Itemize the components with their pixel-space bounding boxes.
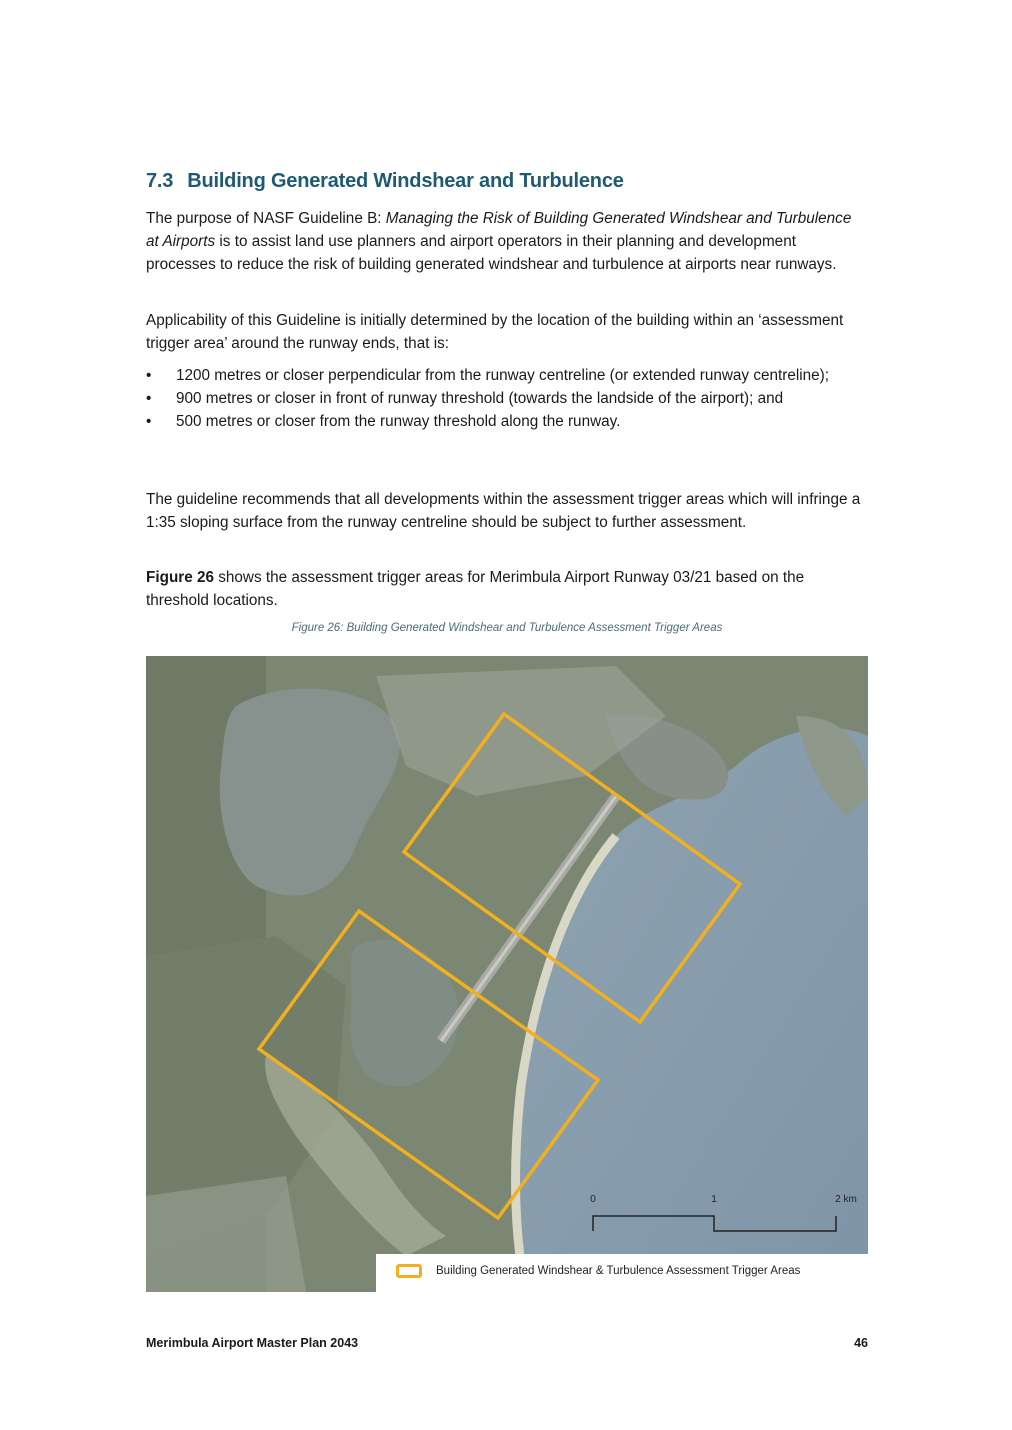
list-item [146,387,868,410]
list-item [146,364,868,387]
aerial-map [146,656,868,1292]
scale-label-1: 1 [711,1194,717,1205]
paragraph-purpose [146,207,868,276]
paragraph-recommendation: The guideline recommends that all developments within the assessment trigger areas which will infringe a 1:35 sloping surface from the runway centreline should be subject to further assessment. [146,491,861,531]
aerial-map-figure [146,656,868,1292]
scale-label-2km: 2 km [835,1194,857,1205]
town-area [146,1176,306,1292]
list-item-text: 500 metres or closer from the runway threshold along the runway. [176,413,621,430]
guideline-title: Managing the Risk of Building Generated Windshear and Turbulence at Airports [146,210,852,250]
scale-label-0: 0 [590,1194,596,1205]
paragraph-applicability: Applicability of this Guideline is initially determined by the location of the building within an ‘assessment trigger area’ around the runway ends, that is: [146,312,844,352]
legend-label: Building Generated Windshear & Turbulence Assessment Trigger Areas [436,1265,801,1277]
bullet-icon: • [146,413,152,430]
section-number: 7.3 [146,170,174,192]
figure-reference-text: shows the assessment trigger areas for Merimbula Airport Runway 03/21 based on the threshold locations. [146,569,805,609]
paragraph-figure-reference [146,566,868,612]
list-item-text: 900 metres or closer in front of runway threshold (towards the landside of the airport); and [176,390,784,407]
page-number: 46 [854,1336,868,1350]
section-heading [146,170,624,193]
map-legend [376,1254,868,1292]
footer-document-title: Merimbula Airport Master Plan 2043 [146,1336,359,1350]
section-title: Building Generated Windshear and Turbulence [187,170,624,192]
legend-swatch-icon [396,1264,422,1278]
list-item [146,410,868,433]
figure-reference: Figure 26 [146,569,215,586]
bullet-icon: • [146,367,152,384]
paragraph-purpose-lead: The purpose of NASF Guideline B: [146,210,386,227]
figure-caption: Figure 26: Building Generated Windshear and Turbulence Assessment Trigger Areas [291,622,723,634]
paragraph-purpose-rest: is to assist land use planners and airport operators in their planning and development processes to reduce the risk of building generated windshear and turbulence at airports near runways. [146,233,837,273]
criteria-list [146,364,868,433]
list-item-text: 1200 metres or closer perpendicular from the runway centreline (or extended runway centreline); [176,367,829,384]
bullet-icon: • [146,390,152,407]
